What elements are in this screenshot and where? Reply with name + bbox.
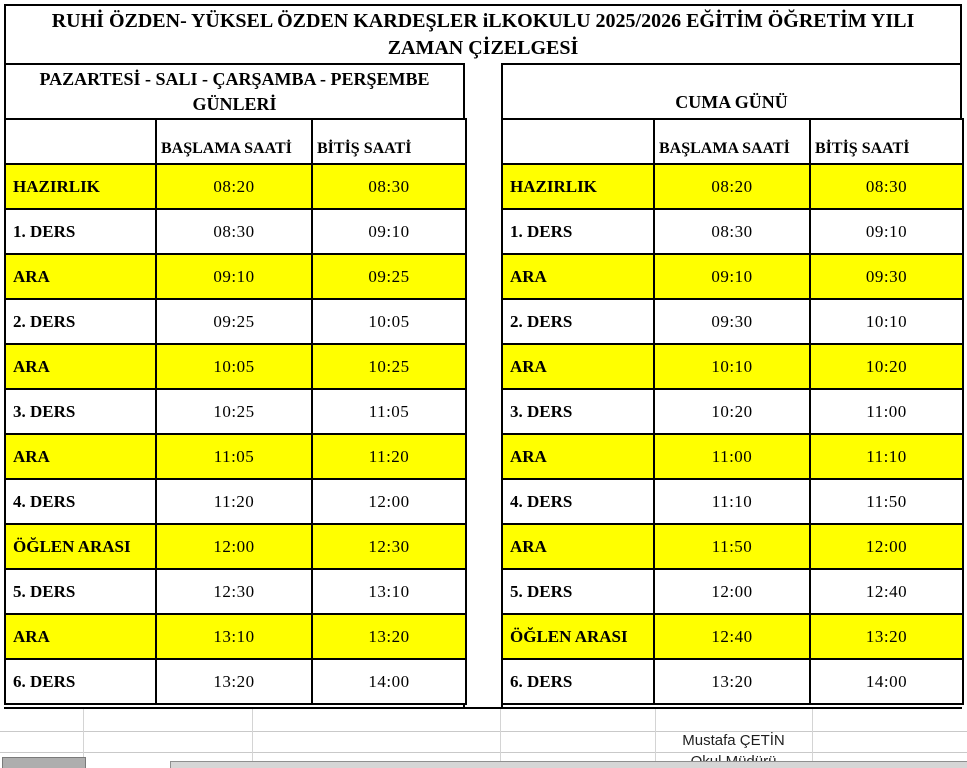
grid-line — [252, 709, 253, 768]
period-label-cell: ARA — [5, 254, 156, 299]
end-time-cell: 11:05 — [312, 389, 466, 434]
end-time-column-header: BİTİŞ SAATİ — [810, 119, 963, 164]
grid-line — [812, 709, 813, 768]
start-time-cell: 10:10 — [654, 344, 810, 389]
document-title — [4, 4, 962, 65]
table-gap-column — [463, 63, 503, 709]
start-time-cell: 10:20 — [654, 389, 810, 434]
period-label-cell: ARA — [502, 254, 654, 299]
start-time-column-header: BAŞLAMA SAATİ — [654, 119, 810, 164]
timetable-row — [502, 479, 963, 524]
start-time-cell: 13:20 — [654, 659, 810, 704]
empty-corner-cell — [5, 119, 156, 164]
period-label-cell: 4. DERS — [5, 479, 156, 524]
start-time-cell: 12:40 — [654, 614, 810, 659]
timetable-row — [5, 614, 466, 659]
timetable-row — [502, 299, 963, 344]
title-line-1: RUHİ ÖZDEN- YÜKSEL ÖZDEN KARDEŞLER iLKOKULU 2025/2026 EĞİTİM ÖĞRETİM YILI — [51, 9, 915, 32]
timetable-row — [5, 389, 466, 434]
table-bottom-border — [4, 707, 962, 709]
end-time-cell: 14:00 — [312, 659, 466, 704]
end-time-cell: 13:20 — [810, 614, 963, 659]
timetable-row — [502, 389, 963, 434]
end-time-cell: 10:05 — [312, 299, 466, 344]
end-time-cell: 08:30 — [312, 164, 466, 209]
start-time-cell: 13:20 — [156, 659, 312, 704]
end-time-cell: 12:40 — [810, 569, 963, 614]
period-label-cell: 2. DERS — [5, 299, 156, 344]
timetable-row — [5, 524, 466, 569]
period-label-cell: 2. DERS — [502, 299, 654, 344]
start-time-cell: 09:30 — [654, 299, 810, 344]
weekdays-header — [4, 63, 465, 120]
horizontal-scrollbar-track[interactable] — [170, 761, 967, 768]
timetable-row — [502, 614, 963, 659]
end-time-cell: 08:30 — [810, 164, 963, 209]
weekdays-header-line-1: PAZARTESİ - SALI - ÇARŞAMBA - PERŞEMBE — [39, 68, 430, 89]
period-label-cell: 1. DERS — [5, 209, 156, 254]
start-time-cell: 09:25 — [156, 299, 312, 344]
start-time-cell: 10:25 — [156, 389, 312, 434]
timetable-row — [5, 209, 466, 254]
end-time-cell: 10:10 — [810, 299, 963, 344]
start-time-cell: 13:10 — [156, 614, 312, 659]
timetable-row — [502, 434, 963, 479]
end-time-cell: 11:10 — [810, 434, 963, 479]
period-label-cell: ÖĞLEN ARASI — [502, 614, 654, 659]
start-time-cell: 08:20 — [156, 164, 312, 209]
friday-header — [501, 63, 962, 120]
end-time-cell: 12:00 — [312, 479, 466, 524]
period-label-cell: ARA — [5, 614, 156, 659]
end-time-column-header: BİTİŞ SAATİ — [312, 119, 466, 164]
start-time-cell: 08:30 — [654, 209, 810, 254]
end-time-cell: 10:20 — [810, 344, 963, 389]
start-time-cell: 11:10 — [654, 479, 810, 524]
weekdays-header-line-2: GÜNLERİ — [192, 93, 277, 114]
timetable-row — [502, 524, 963, 569]
period-label-cell: ARA — [5, 434, 156, 479]
end-time-cell: 09:25 — [312, 254, 466, 299]
timetable-row — [5, 479, 466, 524]
end-time-cell: 13:10 — [312, 569, 466, 614]
start-time-cell: 11:20 — [156, 479, 312, 524]
timetable-row — [5, 254, 466, 299]
column-header-row — [5, 119, 466, 164]
title-line-2: ZAMAN ÇİZELGESİ — [387, 36, 579, 59]
end-time-cell: 11:50 — [810, 479, 963, 524]
end-time-cell: 13:20 — [312, 614, 466, 659]
period-label-cell: HAZIRLIK — [5, 164, 156, 209]
end-time-cell: 09:10 — [810, 209, 963, 254]
period-label-cell: 3. DERS — [502, 389, 654, 434]
timetable-row — [5, 659, 466, 704]
end-time-cell: 11:00 — [810, 389, 963, 434]
end-time-cell: 11:20 — [312, 434, 466, 479]
end-time-cell: 14:00 — [810, 659, 963, 704]
empty-corner-cell — [502, 119, 654, 164]
start-time-cell: 12:00 — [654, 569, 810, 614]
start-time-cell: 09:10 — [654, 254, 810, 299]
grid-line — [0, 752, 967, 753]
period-label-cell: 4. DERS — [502, 479, 654, 524]
period-label-cell: ÖĞLEN ARASI — [5, 524, 156, 569]
start-time-cell: 12:00 — [156, 524, 312, 569]
period-label-cell: ARA — [502, 434, 654, 479]
timetable-row — [5, 299, 466, 344]
timetable-row — [502, 164, 963, 209]
period-label-cell: ARA — [502, 524, 654, 569]
start-time-cell: 08:20 — [654, 164, 810, 209]
end-time-cell: 09:10 — [312, 209, 466, 254]
end-time-cell: 10:25 — [312, 344, 466, 389]
timetable-row — [5, 434, 466, 479]
timetable-row — [5, 569, 466, 614]
start-time-cell: 11:05 — [156, 434, 312, 479]
start-time-cell: 08:30 — [156, 209, 312, 254]
end-time-cell: 12:00 — [810, 524, 963, 569]
start-time-column-header: BAŞLAMA SAATİ — [156, 119, 312, 164]
timetable-row — [502, 569, 963, 614]
friday-header-label: CUMA GÜNÜ — [675, 92, 788, 112]
weekdays-timetable — [4, 118, 467, 705]
end-time-cell: 09:30 — [810, 254, 963, 299]
grid-line — [500, 709, 501, 768]
friday-timetable — [501, 118, 964, 705]
timetable-row — [502, 254, 963, 299]
period-label-cell: 6. DERS — [502, 659, 654, 704]
scrollbar-button-fragment[interactable] — [2, 757, 86, 768]
timetable-row — [5, 344, 466, 389]
period-label-cell: HAZIRLIK — [502, 164, 654, 209]
start-time-cell: 09:10 — [156, 254, 312, 299]
start-time-cell: 11:00 — [654, 434, 810, 479]
timetable-row — [502, 209, 963, 254]
period-label-cell: 6. DERS — [5, 659, 156, 704]
period-label-cell: 5. DERS — [502, 569, 654, 614]
start-time-cell: 10:05 — [156, 344, 312, 389]
period-label-cell: ARA — [5, 344, 156, 389]
period-label-cell: 3. DERS — [5, 389, 156, 434]
timetable-row — [502, 659, 963, 704]
period-label-cell: 5. DERS — [5, 569, 156, 614]
start-time-cell: 11:50 — [654, 524, 810, 569]
timetable-row — [502, 344, 963, 389]
grid-line — [0, 731, 967, 732]
principal-name: Mustafa ÇETİN — [682, 732, 785, 749]
start-time-cell: 12:30 — [156, 569, 312, 614]
column-header-row — [502, 119, 963, 164]
period-label-cell: 1. DERS — [502, 209, 654, 254]
period-label-cell: ARA — [502, 344, 654, 389]
timetable-row — [5, 164, 466, 209]
end-time-cell: 12:30 — [312, 524, 466, 569]
